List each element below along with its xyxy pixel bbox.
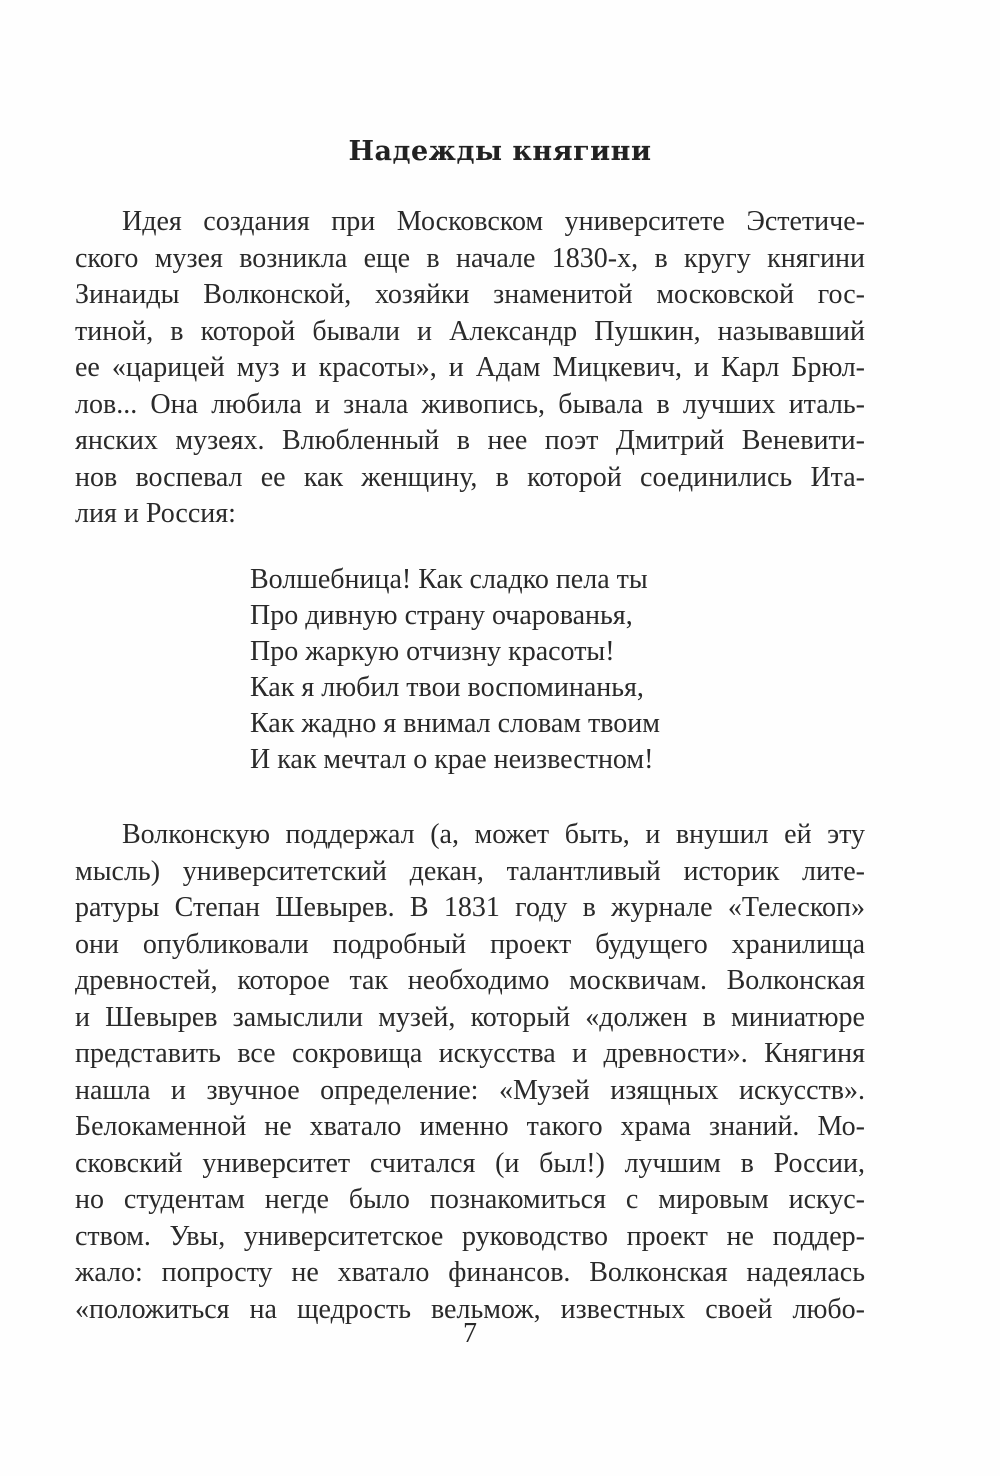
text-line: Белокаменной не хватало именно такого храма знаний. Мо- (75, 1111, 865, 1142)
text-line: Волконскую поддержал (а, может быть, и внушил ей эту (122, 819, 865, 850)
text-line: они опубликовали подробный проект будущего хранилища (75, 928, 865, 960)
text-line: ством. Увы, университетское руководство проект не поддер- (75, 1220, 865, 1252)
verse-line: Про дивную страну очарованья, (250, 600, 633, 631)
text-line: представить все сокровища искусства и древности». Княгиня (75, 1038, 865, 1069)
text-line: сковский университет считался (и был!) лучшим в России, (75, 1147, 865, 1179)
text-line: но студентам негде было познакомиться с мировым искус- (75, 1184, 865, 1215)
text-line: Идея создания при Московском университете Эстетиче- (122, 206, 865, 237)
text-line: жало: попросту не хватало финансов. Волконская надеялась (75, 1257, 865, 1288)
verse-line: Волшебница! Как сладко пела ты (250, 564, 648, 595)
text-line: лов... Она любила и знала живопись, бывала в лучших италь- (75, 388, 865, 420)
text-line: «положиться на щедрость вельмож, известных своей любо- (75, 1293, 865, 1325)
text-line: ского музея возникла еще в начале 1830-х, в кругу княгини (75, 242, 865, 274)
text-line: лия и Россия: (75, 498, 236, 529)
text-line: тиной, в которой бывали и Александр Пушкин, называвший (75, 315, 865, 347)
verse-line: Как я любил твои воспоминанья, (250, 672, 644, 703)
paragraph-2 (75, 817, 865, 1328)
verse-line: И как мечтал о крае неизвестном! (250, 744, 654, 775)
paragraph-1 (75, 204, 865, 533)
page-number: 7 (463, 1318, 477, 1349)
verse-line: Как жадно я внимал словам твоим (250, 708, 660, 739)
chapter-heading: Надежды княгини (348, 136, 652, 167)
text-line: ратуры Степан Шевырев. В 1831 году в журнале «Телескоп» (75, 892, 865, 923)
text-line: мысль) университетский декан, талантливый историк лите- (75, 855, 865, 887)
text-line: янских музеях. Влюбленный в нее поэт Дмитрий Веневити- (75, 425, 865, 456)
text-line: ее «царицей муз и красоты», и Адам Мицкевич, и Карл Брюл- (75, 352, 865, 383)
text-line: и Шевырев замыслили музей, который «должен в миниатюре (75, 1001, 865, 1033)
text-line: древностей, которое так необходимо москвичам. Волконская (75, 965, 865, 996)
poem-quote (250, 562, 660, 778)
verse-line: Про жаркую отчизну красоты! (250, 636, 615, 667)
text-line: нов воспевал ее как женщину, в которой соединились Ита- (75, 461, 865, 493)
text-line: Зинаиды Волконской, хозяйки знаменитой московской гос- (75, 279, 865, 310)
text-line: нашла и звучное определение: «Музей изящных искусств». (75, 1074, 865, 1106)
